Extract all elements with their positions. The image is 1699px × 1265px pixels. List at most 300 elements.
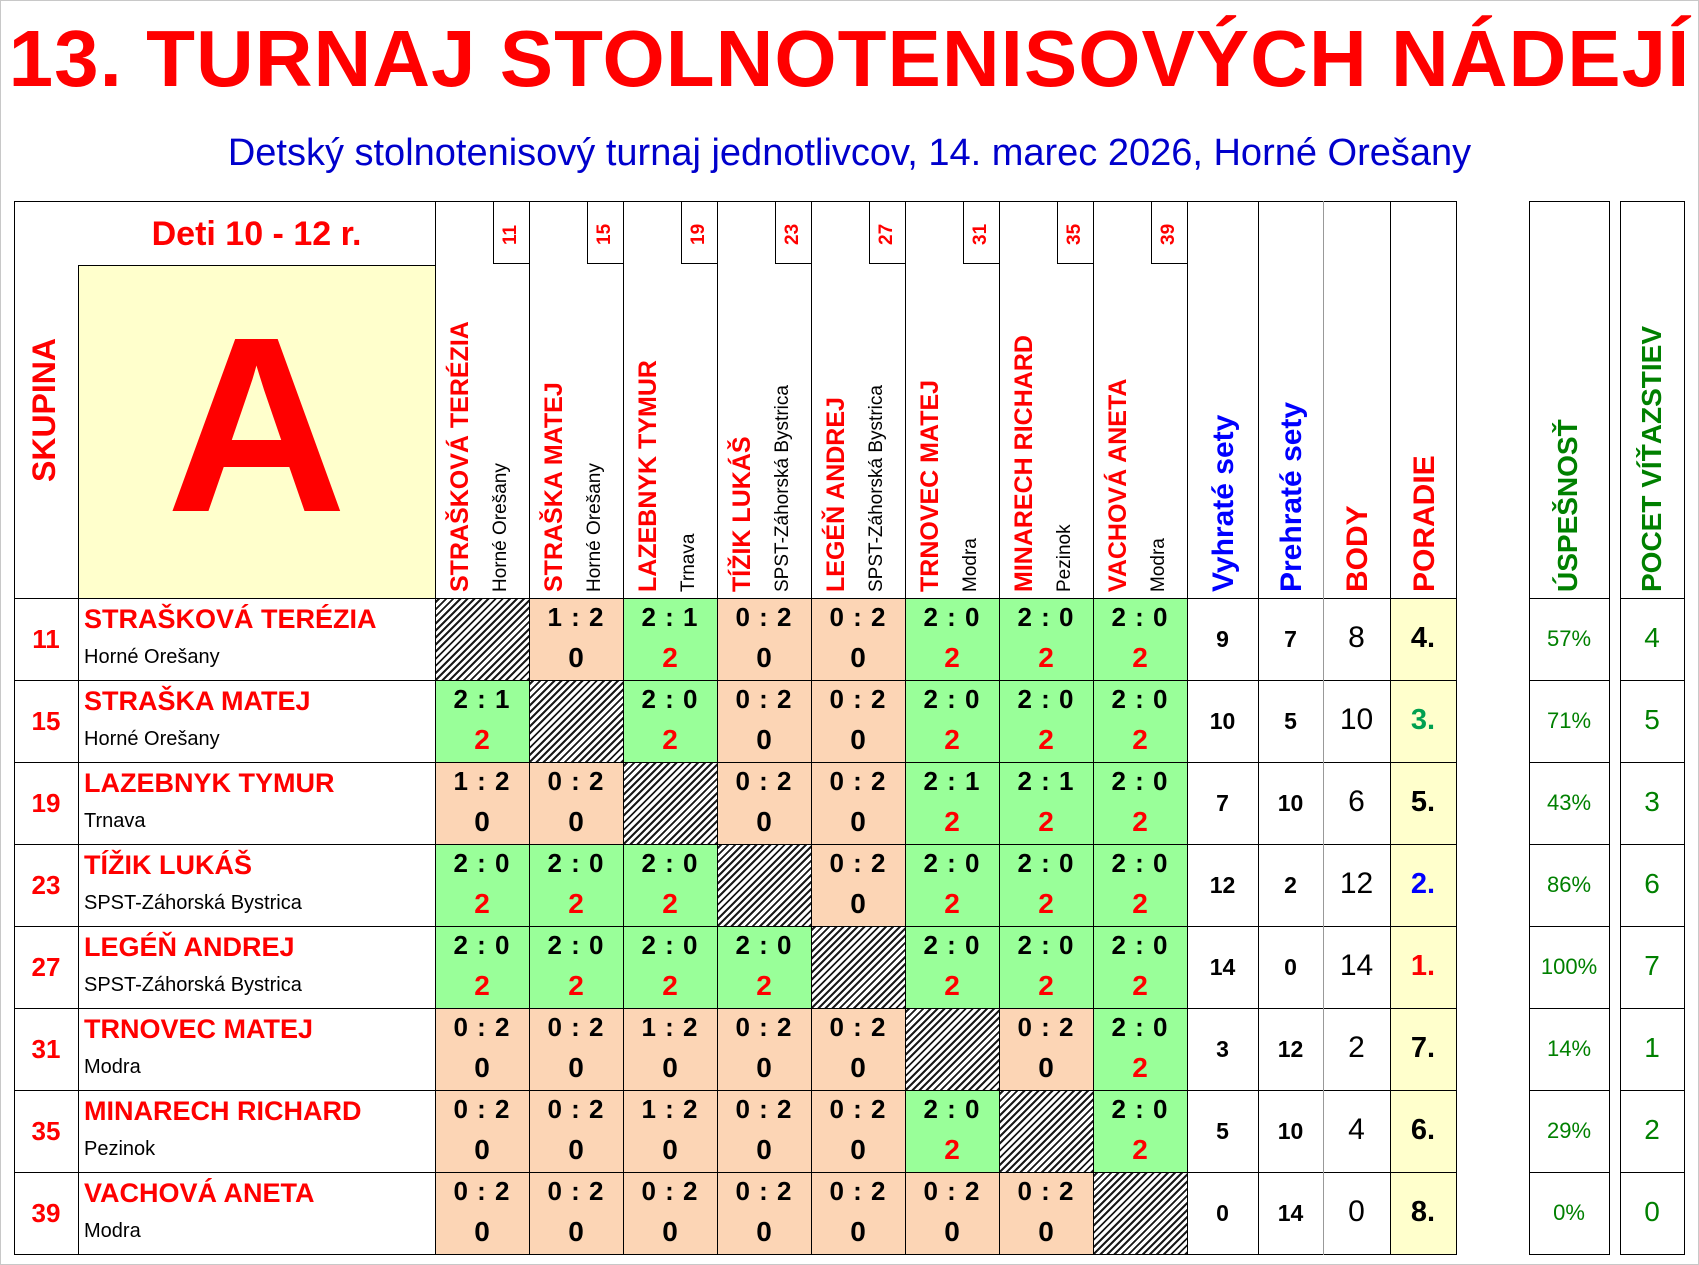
success-header: ÚSPEŠNOSŤ [1552, 419, 1583, 592]
rank-value-text: 8. [1410, 1196, 1436, 1228]
match-points: 2 [944, 970, 960, 1001]
match-score: 2 : 0 [1017, 930, 1075, 960]
won-sets-value [1187, 598, 1258, 680]
match-points: 0 [1038, 1052, 1054, 1083]
match-score: 2 : 1 [923, 766, 981, 796]
match-points: 2 [1038, 970, 1054, 1001]
rank-value [1390, 1090, 1456, 1172]
match-score: 2 : 0 [923, 848, 981, 878]
player-seed: 11 [32, 624, 60, 654]
grid-line [1529, 926, 1610, 927]
column-seed-box [1151, 201, 1187, 264]
match-points: 0 [568, 1134, 584, 1165]
match-loss-cell [717, 1008, 811, 1090]
grid-line [529, 201, 530, 1255]
grid-line [1529, 762, 1610, 763]
player-name-cell [78, 598, 435, 680]
match-loss-cell [999, 1008, 1093, 1090]
lost-sets-value [1258, 844, 1323, 926]
match-points: 0 [474, 1134, 490, 1165]
self-match-cell [811, 926, 905, 1008]
match-win-cell [1093, 844, 1187, 926]
column-player-club: Pezinok [1054, 524, 1075, 592]
match-score: 2 : 0 [641, 684, 699, 714]
match-win-cell [1093, 762, 1187, 844]
points-value-text: 2 [1348, 1031, 1365, 1064]
match-score: 2 : 0 [923, 1094, 981, 1124]
match-score: 2 : 0 [1017, 602, 1075, 632]
column-player-club: SPST-Záhorská Bystrica [772, 385, 793, 592]
grid-line [1529, 598, 1610, 599]
won-sets-value [1187, 844, 1258, 926]
grid-line [1620, 1008, 1685, 1009]
lost-sets-value [1258, 1008, 1323, 1090]
player-club: Horné Orešany [84, 646, 220, 668]
won-sets-value-text: 7 [1216, 790, 1229, 816]
wins-count-text: 7 [1644, 950, 1660, 981]
match-score: 0 : 2 [735, 1012, 793, 1042]
points-header: BODY [1341, 505, 1374, 592]
match-win-cell [623, 680, 717, 762]
wins-count-value [1620, 844, 1684, 926]
player-name: MINARECH RICHARD [84, 1096, 362, 1126]
player-club: Modra [84, 1220, 141, 1242]
column-player-club: Trnava [678, 533, 699, 592]
points-value-text: 12 [1339, 867, 1374, 900]
wins-count-value [1620, 598, 1684, 680]
match-score: 2 : 1 [641, 602, 699, 632]
match-score: 0 : 2 [923, 1176, 981, 1206]
match-points: 0 [756, 806, 772, 837]
success-value [1529, 1172, 1609, 1254]
match-score: 0 : 2 [453, 1094, 511, 1124]
lost-sets-value-text: 2 [1284, 872, 1297, 898]
match-win-cell [435, 680, 529, 762]
player-name-cell [78, 680, 435, 762]
match-loss-cell [717, 680, 811, 762]
points-value-text: 6 [1348, 785, 1365, 818]
player-seed: 15 [31, 706, 61, 736]
rank-value [1390, 762, 1456, 844]
match-points: 2 [1038, 724, 1054, 755]
match-points: 0 [850, 1134, 866, 1165]
success-text: 43% [1546, 790, 1592, 815]
self-match-cell [623, 762, 717, 844]
grid-line [1620, 926, 1685, 927]
match-score: 2 : 0 [641, 930, 699, 960]
grid-line [14, 1254, 1457, 1255]
match-points: 2 [944, 888, 960, 919]
grid-line [14, 762, 1457, 763]
column-seed: 19 [688, 223, 709, 245]
match-score: 0 : 2 [453, 1176, 511, 1206]
match-win-cell [999, 680, 1093, 762]
grid-line [14, 844, 1457, 845]
match-score: 2 : 0 [1111, 602, 1169, 632]
rank-value-text: 5. [1410, 786, 1436, 818]
grid-line [14, 1090, 1457, 1091]
grid-line [1529, 844, 1610, 845]
match-score: 0 : 2 [735, 766, 793, 796]
player-seed: 19 [31, 788, 61, 818]
wins-count-text: 4 [1644, 622, 1660, 653]
won-sets-value [1187, 926, 1258, 1008]
rank-value-text: 4. [1410, 622, 1436, 654]
lost-sets-value [1258, 680, 1323, 762]
rank-value-text: 6. [1410, 1114, 1436, 1146]
match-points: 0 [568, 806, 584, 837]
match-loss-cell [529, 1090, 623, 1172]
grid-line [1529, 680, 1610, 681]
match-points: 2 [662, 888, 678, 919]
match-score: 2 : 0 [1111, 1094, 1169, 1124]
match-points: 0 [850, 642, 866, 673]
match-score: 2 : 0 [1111, 930, 1169, 960]
match-points: 0 [850, 888, 866, 919]
match-points: 2 [474, 888, 490, 919]
won-sets-value [1187, 1172, 1258, 1254]
match-loss-cell [717, 1172, 811, 1254]
match-win-cell [1093, 926, 1187, 1008]
points-value [1323, 680, 1390, 762]
column-player-name: STRAŠKA MATEJ [540, 382, 568, 592]
won-sets-value-text: 0 [1216, 1200, 1229, 1226]
wins-count-value [1620, 1008, 1684, 1090]
grid-line [905, 201, 906, 1255]
match-score: 2 : 0 [547, 930, 605, 960]
match-win-cell [717, 926, 811, 1008]
match-score: 2 : 0 [641, 848, 699, 878]
grid-line [1323, 201, 1324, 1255]
match-score: 2 : 0 [923, 684, 981, 714]
match-score: 0 : 2 [547, 1176, 605, 1206]
match-score: 2 : 0 [735, 930, 793, 960]
grid-line [14, 926, 1457, 927]
match-win-cell [1093, 680, 1187, 762]
player-name: STRAŠKOVÁ TERÉZIA [84, 604, 377, 634]
player-club: SPST-Záhorská Bystrica [84, 892, 302, 914]
self-match-cell [435, 598, 529, 680]
match-points: 2 [1038, 888, 1054, 919]
match-loss-cell [529, 1008, 623, 1090]
match-score: 0 : 2 [829, 1176, 887, 1206]
match-win-cell [999, 926, 1093, 1008]
player-seed: 23 [31, 870, 61, 900]
match-loss-cell [811, 1090, 905, 1172]
match-win-cell [905, 926, 999, 1008]
success-value [1529, 1090, 1609, 1172]
match-win-cell [435, 926, 529, 1008]
won-sets-value [1187, 1008, 1258, 1090]
column-seed-box [587, 201, 623, 264]
grid-line [1609, 201, 1610, 1255]
match-score: 2 : 0 [1111, 684, 1169, 714]
won-sets-value-text: 12 [1209, 872, 1236, 898]
page-title: 13. TURNAJ STOLNOTENISOVÝCH NÁDEJÍ [8, 14, 1691, 103]
rank-value-text: 3. [1410, 704, 1436, 736]
match-points: 0 [756, 1216, 772, 1247]
match-score: 2 : 0 [547, 848, 605, 878]
grid-line [1620, 201, 1621, 1255]
self-match-cell [1093, 1172, 1187, 1254]
success-text: 29% [1546, 1118, 1592, 1143]
grid-line [1093, 201, 1094, 1255]
grid-line [1529, 1254, 1610, 1255]
success-value [1529, 680, 1609, 762]
won-sets-value-text: 10 [1209, 708, 1236, 734]
match-points: 2 [1038, 642, 1054, 673]
column-player-name: LEGÉŇ ANDREJ [822, 397, 850, 592]
lost-sets-value-text: 5 [1284, 708, 1297, 734]
grid-line [14, 1172, 1457, 1173]
match-loss-cell [717, 598, 811, 680]
match-score: 1 : 2 [547, 602, 605, 632]
grid-line [1529, 1008, 1610, 1009]
rank-value [1390, 598, 1456, 680]
match-score: 0 : 2 [547, 1012, 605, 1042]
match-score: 0 : 2 [829, 684, 887, 714]
self-match-cell [905, 1008, 999, 1090]
column-player-club: Modra [1148, 538, 1169, 592]
grid-line [623, 201, 624, 1255]
won-sets-value [1187, 762, 1258, 844]
grid-line [717, 201, 718, 1255]
grid-line [1684, 201, 1685, 1255]
grid-line [1620, 1090, 1685, 1091]
rank-value-text: 2. [1410, 868, 1436, 900]
match-score: 2 : 0 [453, 848, 511, 878]
player-club: SPST-Záhorská Bystrica [84, 974, 302, 996]
match-score: 0 : 2 [735, 1176, 793, 1206]
grid-line [1620, 680, 1685, 681]
match-win-cell [435, 844, 529, 926]
points-value-text: 0 [1348, 1195, 1365, 1228]
player-seed: 39 [31, 1198, 61, 1228]
grid-line [435, 201, 436, 1255]
match-score: 0 : 2 [547, 766, 605, 796]
points-value-text: 4 [1348, 1113, 1365, 1146]
match-points: 0 [662, 1216, 678, 1247]
points-value-text: 8 [1348, 621, 1365, 654]
player-name: TÍŽIK LUKÁŠ [84, 850, 252, 880]
grid-line [1529, 201, 1530, 1255]
grid-line [1456, 201, 1457, 1255]
player-name: TRNOVEC MATEJ [84, 1014, 314, 1044]
grid-line [14, 201, 15, 1255]
match-score: 0 : 2 [829, 848, 887, 878]
match-win-cell [999, 844, 1093, 926]
grid-line [1620, 1254, 1685, 1255]
grid-line [1258, 201, 1259, 1255]
player-club: Horné Orešany [84, 728, 220, 750]
match-score: 2 : 0 [1111, 1012, 1169, 1042]
lost-sets-header: Prehraté sety [1275, 401, 1308, 592]
points-value [1323, 926, 1390, 1008]
lost-sets-value-text: 0 [1284, 954, 1297, 980]
rank-header: PORADIE [1408, 455, 1441, 592]
grid-line [78, 265, 79, 1255]
self-match-cell [717, 844, 811, 926]
match-points: 0 [756, 1134, 772, 1165]
match-points: 2 [1132, 970, 1148, 1001]
success-text: 86% [1546, 872, 1592, 897]
match-win-cell [905, 598, 999, 680]
points-value [1323, 1008, 1390, 1090]
match-points: 2 [1038, 806, 1054, 837]
grid-line [1620, 598, 1685, 599]
match-score: 0 : 2 [547, 1094, 605, 1124]
rank-value [1390, 926, 1456, 1008]
wins-count-text: 5 [1644, 704, 1660, 735]
rank-value-text: 7. [1410, 1032, 1436, 1064]
column-player-club: Horné Orešany [584, 463, 605, 592]
match-win-cell [529, 926, 623, 1008]
match-loss-cell [435, 762, 529, 844]
page-subtitle: Detský stolnotenisový turnaj jednotlivcov, 14. marec 2026, Horné Orešany [227, 132, 1472, 174]
match-score: 0 : 2 [829, 1012, 887, 1042]
match-points: 0 [1038, 1216, 1054, 1247]
column-seed: 31 [970, 223, 991, 245]
match-points: 2 [1132, 642, 1148, 673]
match-points: 2 [568, 888, 584, 919]
match-win-cell [529, 844, 623, 926]
match-score: 0 : 2 [829, 602, 887, 632]
match-loss-cell [623, 1090, 717, 1172]
column-seed: 11 [500, 224, 521, 245]
match-score: 0 : 2 [735, 1094, 793, 1124]
match-points: 2 [1132, 888, 1148, 919]
match-loss-cell [811, 1008, 905, 1090]
lost-sets-value-text: 12 [1277, 1036, 1304, 1062]
match-points: 2 [944, 806, 960, 837]
match-points: 2 [474, 970, 490, 1001]
points-value [1323, 844, 1390, 926]
column-seed: 39 [1158, 223, 1179, 245]
player-name-cell [78, 1090, 435, 1172]
success-value [1529, 926, 1609, 1008]
player-name: LAZEBNYK TYMUR [84, 768, 335, 798]
wins-count-value [1620, 926, 1684, 1008]
won-sets-value-text: 3 [1216, 1036, 1229, 1062]
match-loss-cell [811, 1172, 905, 1254]
points-value [1323, 1090, 1390, 1172]
player-club: Pezinok [84, 1138, 156, 1160]
match-points: 0 [850, 1216, 866, 1247]
match-win-cell [623, 598, 717, 680]
wins-count-value [1620, 762, 1684, 844]
match-score: 0 : 2 [829, 1094, 887, 1124]
match-loss-cell [435, 1008, 529, 1090]
player-name-cell [78, 1008, 435, 1090]
wins-count-text: 6 [1644, 868, 1660, 899]
grid-line [78, 265, 436, 266]
player-name-cell [78, 762, 435, 844]
wins-count-text: 2 [1644, 1114, 1660, 1145]
success-value [1529, 762, 1609, 844]
match-win-cell [905, 680, 999, 762]
match-loss-cell [811, 598, 905, 680]
column-player-name: TÍŽIK LUKÁŠ [728, 436, 756, 592]
won-sets-value-text: 9 [1216, 626, 1229, 652]
match-score: 0 : 2 [453, 1012, 511, 1042]
points-value [1323, 1172, 1390, 1254]
grid-line [1620, 1172, 1685, 1173]
column-seed: 15 [594, 223, 615, 245]
points-value [1323, 762, 1390, 844]
grid-line [14, 1008, 1457, 1009]
match-points: 2 [474, 724, 490, 755]
column-player-name: VACHOVÁ ANETA [1104, 378, 1132, 592]
match-points: 2 [568, 970, 584, 1001]
match-score: 2 : 0 [923, 602, 981, 632]
match-loss-cell [999, 1172, 1093, 1254]
player-name: VACHOVÁ ANETA [84, 1178, 315, 1208]
match-score: 2 : 0 [923, 930, 981, 960]
player-club: Trnava [84, 810, 146, 832]
match-points: 0 [474, 1052, 490, 1083]
player-club: Modra [84, 1056, 141, 1078]
player-seed: 27 [31, 952, 61, 982]
match-win-cell [999, 762, 1093, 844]
grid-line [999, 201, 1000, 1255]
points-value-text: 14 [1339, 949, 1374, 982]
lost-sets-value [1258, 598, 1323, 680]
match-score: 1 : 2 [641, 1012, 699, 1042]
match-score: 1 : 2 [453, 766, 511, 796]
match-loss-cell [811, 844, 905, 926]
match-points: 0 [850, 806, 866, 837]
column-seed: 35 [1064, 223, 1085, 245]
success-text: 57% [1546, 626, 1592, 651]
match-score: 2 : 0 [1111, 766, 1169, 796]
match-points: 2 [1132, 806, 1148, 837]
match-loss-cell [623, 1008, 717, 1090]
match-loss-cell [529, 598, 623, 680]
match-score: 2 : 1 [453, 684, 511, 714]
success-value [1529, 1008, 1609, 1090]
match-win-cell [905, 1090, 999, 1172]
column-player-club: SPST-Záhorská Bystrica [866, 385, 887, 592]
group-letter: A [166, 285, 347, 564]
won-sets-value-text: 5 [1216, 1118, 1229, 1144]
player-name-cell [78, 1172, 435, 1254]
match-points: 2 [662, 724, 678, 755]
success-text: 14% [1546, 1036, 1592, 1061]
match-win-cell [1093, 598, 1187, 680]
grid-line [1620, 762, 1685, 763]
column-player-club: Modra [960, 538, 981, 592]
success-value [1529, 598, 1609, 680]
match-loss-cell [717, 762, 811, 844]
match-points: 2 [756, 970, 772, 1001]
match-points: 0 [568, 1216, 584, 1247]
column-player-name: TRNOVEC MATEJ [916, 379, 944, 592]
column-player-club: Horné Orešany [490, 463, 511, 592]
match-loss-cell [529, 1172, 623, 1254]
match-points: 0 [850, 1052, 866, 1083]
match-points: 0 [756, 1052, 772, 1083]
match-points: 0 [756, 642, 772, 673]
category-label: Deti 10 - 12 r. [151, 215, 362, 253]
rank-value [1390, 1008, 1456, 1090]
success-text: 71% [1546, 708, 1592, 733]
match-points: 2 [944, 724, 960, 755]
match-points: 0 [850, 724, 866, 755]
lost-sets-value-text: 7 [1284, 626, 1297, 652]
match-points: 0 [568, 642, 584, 673]
points-value-text: 10 [1339, 703, 1374, 736]
lost-sets-value [1258, 926, 1323, 1008]
